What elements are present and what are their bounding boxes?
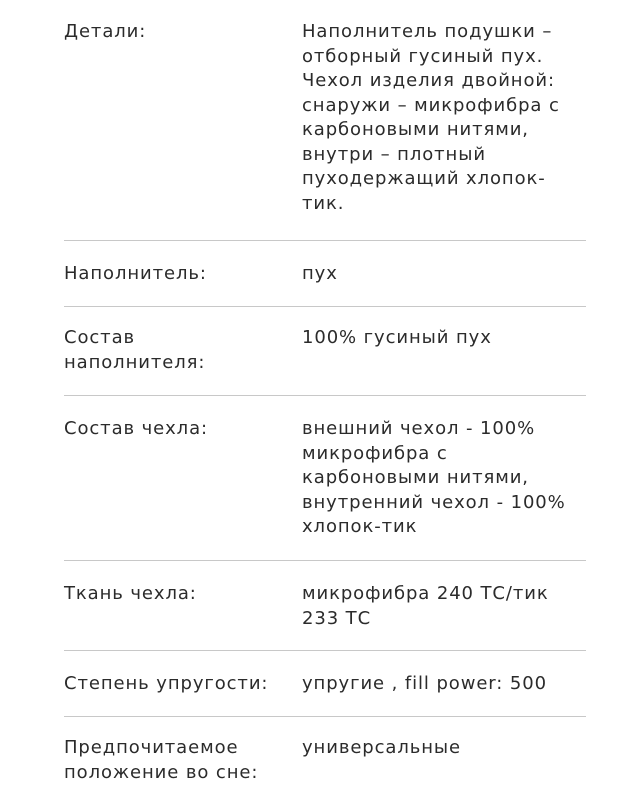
row-divider	[64, 650, 586, 651]
row-divider	[64, 306, 586, 307]
spec-value: упругие , fill power: 500	[302, 673, 547, 694]
row-divider	[64, 560, 586, 561]
spec-label: Состав чехла:	[64, 418, 208, 439]
spec-label: Предпочитаемое положение во сне:	[64, 737, 259, 783]
spec-label: Степень упругости:	[64, 673, 269, 694]
row-divider	[64, 240, 586, 241]
spec-label: Наполнитель:	[64, 263, 207, 284]
row-divider	[64, 716, 586, 717]
spec-value: микрофибра 240 ТС/тик 233 ТС	[302, 583, 549, 629]
spec-value: пух	[302, 263, 338, 284]
spec-label: Ткань чехла:	[64, 583, 197, 604]
spec-value: универсальные	[302, 737, 462, 758]
row-divider	[64, 395, 586, 396]
spec-label: Состав наполнителя:	[64, 327, 206, 373]
spec-value: внешний чехол - 100% микрофибра с карбоновыми нитями, внутренний чехол - 100% хлопок-тик	[302, 418, 566, 537]
spec-value: Наполнитель подушки – отборный гусиный пух. Чехол изделия двойной: снаружи – микрофибра с карбоновыми нитями, внутри – плотный пуходержащий хлопок- тик.	[302, 21, 560, 214]
spec-label: Детали:	[64, 21, 147, 42]
spec-value: 100% гусиный пух	[302, 327, 492, 348]
